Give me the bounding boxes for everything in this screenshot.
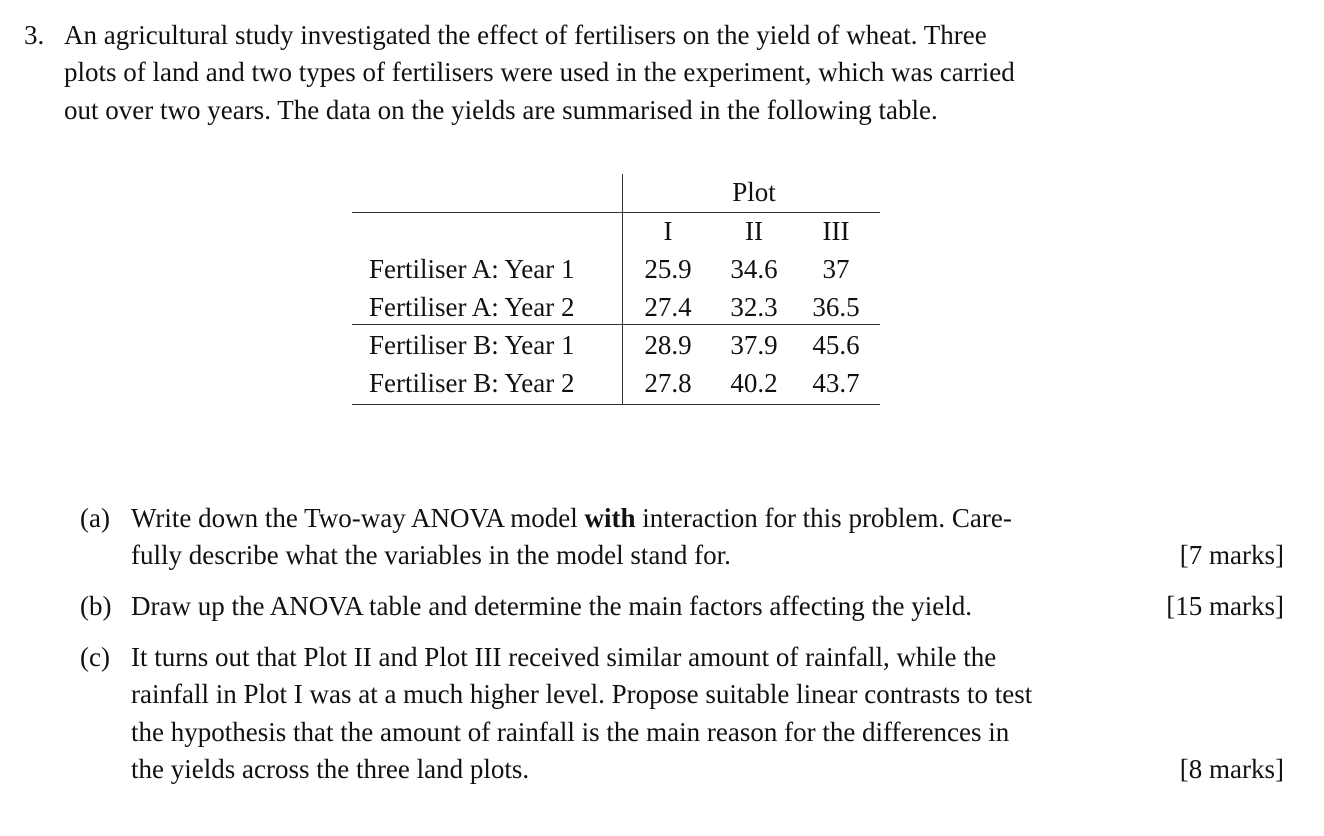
intro-line-1: An agricultural study investigated the effect of fertilisers on the yield of wheat. Three — [64, 20, 987, 50]
part-c-line-2: rainfall in Plot I was at a much higher level. Propose suitable linear contrasts to test — [131, 679, 1033, 709]
table-cell: 37 — [822, 254, 850, 284]
part-a-text: interaction for this problem. Care- — [635, 503, 1012, 533]
table-group-header: Plot — [732, 177, 776, 207]
part-c-line-3: the hypothesis that the amount of rainfall is the main reason for the differences in — [131, 717, 1010, 747]
yield-table — [352, 174, 880, 405]
question-number: 3. — [24, 20, 45, 50]
intro-line-2: plots of land and two types of fertilisers were used in the experiment, which was carried — [64, 57, 1015, 87]
table-cell: 37.9 — [730, 330, 778, 360]
part-c-marks: [8 marks] — [1179, 754, 1284, 784]
table-cell: 40.2 — [730, 368, 778, 398]
table-cell: 27.8 — [644, 368, 692, 398]
table-cell: 27.4 — [644, 292, 692, 322]
table-rule-top — [352, 212, 880, 213]
intro-line-3: out over two years. The data on the yields are summarised in the following table. — [64, 95, 938, 125]
part-b-label: (b) — [80, 591, 112, 621]
table-cell: 32.3 — [730, 292, 778, 322]
part-a-bold-text: with — [584, 503, 636, 533]
row-label: Fertiliser B: Year 2 — [369, 368, 575, 398]
part-a-text: Write down the Two-way ANOVA model — [131, 503, 585, 533]
row-label: Fertiliser A: Year 1 — [369, 254, 575, 284]
part-b-line-1: Draw up the ANOVA table and determine the main factors affecting the yield. — [131, 591, 972, 621]
part-a-marks: [7 marks] — [1179, 540, 1284, 570]
part-a-line-2: fully describe what the variables in the model stand for. — [131, 540, 731, 570]
row-label: Fertiliser A: Year 2 — [369, 292, 575, 322]
table-vertical-rule — [622, 174, 623, 405]
part-c-label: (c) — [80, 642, 110, 672]
part-c-line-1: It turns out that Plot II and Plot III received similar amount of rainfall, while the — [131, 642, 997, 672]
table-rule-middle — [352, 324, 880, 325]
column-header: II — [745, 216, 763, 246]
table-cell: 43.7 — [812, 368, 860, 398]
table-rule-bottom — [352, 404, 880, 405]
table-cell: 34.6 — [730, 254, 778, 284]
table-cell: 45.6 — [812, 330, 860, 360]
column-header: III — [822, 216, 850, 246]
part-a-label: (a) — [80, 503, 110, 533]
part-b-marks: [15 marks] — [1166, 591, 1284, 621]
part-c-line-4: the yields across the three land plots. — [131, 754, 530, 784]
row-label: Fertiliser B: Year 1 — [369, 330, 575, 360]
column-header: I — [663, 216, 673, 246]
table-cell: 25.9 — [644, 254, 692, 284]
table-cell: 28.9 — [644, 330, 692, 360]
table-cell: 36.5 — [812, 292, 860, 322]
part-a-line-1 — [131, 505, 1012, 532]
